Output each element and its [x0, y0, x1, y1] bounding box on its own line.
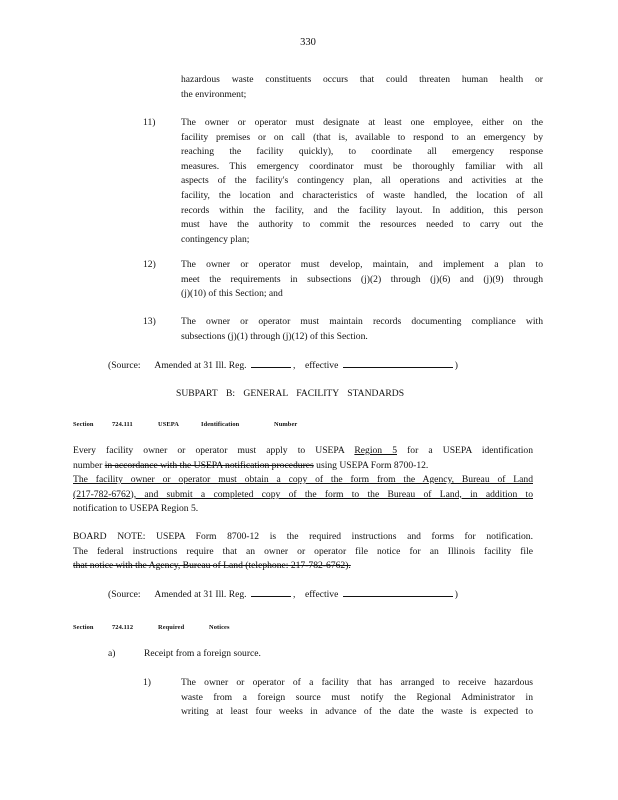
- section-724-111-heading: Section 724.111 USEPA Identification Number: [73, 421, 298, 428]
- section-724-112-heading: Section 724.112 Required Notices: [73, 624, 230, 631]
- subsection-a1-number: 1): [143, 677, 151, 688]
- reg-blank: [251, 358, 291, 368]
- source-note-2: (Source: Amended at 31 Ill. Reg. , effective ): [108, 589, 458, 600]
- section-724-111-text: Every facility owner or operator must apply to USEPA Region 5 for a USEPA identification number in accordance with the USEPA notification procedures using USEPA Form 8700-12. The facility owner or operator must obtain a copy of the form from the Agency, Bureau of Land (217-782-6762), and submit a completed copy of the form to the Bureau of Land, in addition to notification to USEPA Region 5.: [73, 445, 533, 515]
- page-number: 330: [300, 37, 316, 48]
- item-13-text: The owner or operator must maintain records documenting compliance with subsections (j)(1) through (j)(12) of this Section.: [181, 316, 543, 342]
- source-note-1: (Source: Amended at 31 Ill. Reg. , effective ): [108, 360, 458, 371]
- intro-paragraph: hazardous waste constituents occurs that could threaten human health or the environment;: [181, 74, 543, 100]
- board-note: BOARD NOTE: USEPA Form 8700-12 is the required instructions and forms for notification. The federal instructions require that an owner or operator file notice for an Illinois facility file that notice with the Agency, Bureau of Land (telephone: 217-782-6762).: [73, 531, 533, 572]
- subsection-a-label: a): [108, 648, 116, 659]
- effective-date-blank: [343, 587, 453, 597]
- subsection-a1-text: The owner or operator of a facility that has arranged to receive hazardous waste from a foreign source must notify the Regional Administrator in writing at least four weeks in advance of the date the waste is expected to: [181, 677, 533, 718]
- item-number-11: 11): [143, 117, 156, 128]
- subpart-heading: SUBPART B: GENERAL FACILITY STANDARDS: [176, 388, 405, 399]
- item-12-text: The owner or operator must develop, maintain, and implement a plan to meet the requirements in subsections (j)(2) through (j)(6) and (j)(9) through (j)(10) of this Section; and: [181, 259, 543, 300]
- item-11-text: The owner or operator must designate at least one employee, either on the facility premises or on call (that is, available to respond to an emergency by reaching the facility quickly), to coordinate all emergency response measures. This emergency coordinator must be thoroughly familiar with all aspects of the facility's contingency plan, all operations and activities at the facility, the location and characteristics of waste handled, the location of all records within the facility, and the facility layout. In addition, this person must have the authority to commit the resources needed to carry out the contingency plan;: [181, 117, 543, 245]
- item-number-13: 13): [143, 316, 156, 327]
- subsection-a-text: Receipt from a foreign source.: [144, 648, 261, 659]
- item-number-12: 12): [143, 259, 156, 270]
- reg-blank: [251, 587, 291, 597]
- effective-date-blank: [343, 358, 453, 368]
